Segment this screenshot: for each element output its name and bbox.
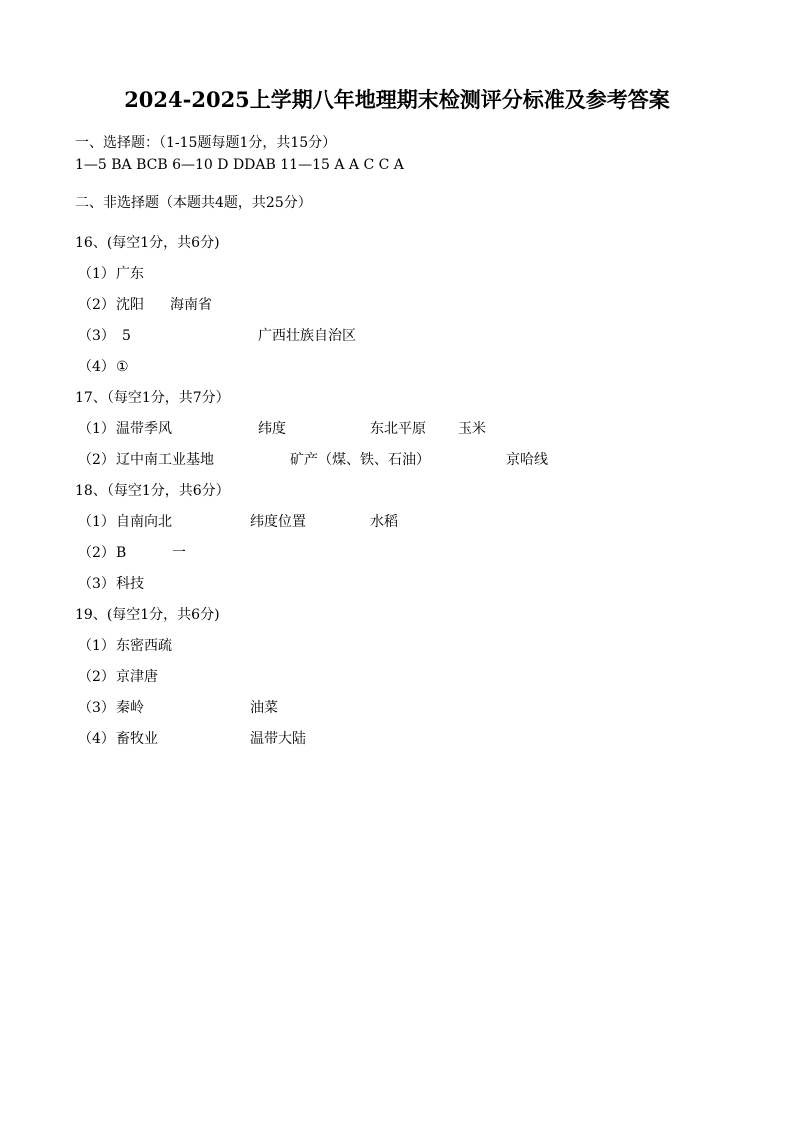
q16-line1-answer1: 广东 xyxy=(116,266,144,282)
q16-line3-answer1: 5 xyxy=(122,328,131,344)
q16-line3-answer2: 广西壮族自治区 xyxy=(258,328,356,344)
q16-line4-number: （4） xyxy=(78,359,115,375)
q18-line1-answer1: 自南向北 xyxy=(116,514,172,530)
q19-line1-answer1: 东密西疏 xyxy=(116,638,172,654)
q17-line1-number: （1） xyxy=(78,421,115,437)
q19-line3-number: （3） xyxy=(78,700,115,716)
section1-heading: 一、选择题：（1-15题每题1分，共15分） xyxy=(75,135,337,151)
q19-line1-number: （1） xyxy=(78,638,115,654)
q16-line2-answer1: 沈阳 xyxy=(116,297,144,313)
q17-line2-answer2: 矿产（煤、铁、石油） xyxy=(290,452,430,468)
q17-line1-answer1: 温带季风 xyxy=(116,421,172,437)
q19-line3-answer1: 秦岭 xyxy=(116,700,144,716)
q19-line4-answer2: 温带大陆 xyxy=(250,731,306,747)
q18-line1-number: （1） xyxy=(78,514,115,530)
q16-line2-number: （2） xyxy=(78,297,115,313)
q17-line2-answer1: 辽中南工业基地 xyxy=(116,452,214,468)
q17-line2-number: （2） xyxy=(78,452,115,468)
q16-line4-answer1: ① xyxy=(116,359,129,375)
q19-line4-number: （4） xyxy=(78,731,115,747)
q18-line2-answer2: 一 xyxy=(172,545,186,561)
q18-line1-answer3: 水稻 xyxy=(370,514,398,530)
q19-line2-answer1: 京津唐 xyxy=(116,669,158,685)
q18-line3-answer1: 科技 xyxy=(116,576,144,592)
page-title: 2024-2025上学期八年地理期末检测评分标准及参考答案 xyxy=(124,87,670,112)
q18-line3-number: （3） xyxy=(78,576,115,592)
q19-heading: 19、(每空1分，共6分) xyxy=(75,607,220,623)
q16-line1-number: （1） xyxy=(78,266,115,282)
q18-line2-answer1: B xyxy=(116,545,127,561)
q18-heading: 18、（每空1分，共6分） xyxy=(75,483,230,499)
section1-answers: 1—5 BA BCB 6—10 D DDAB 11—15 A A C C A xyxy=(75,157,404,173)
q16-line3-number: （3） xyxy=(78,328,115,344)
q17-line2-answer3: 京哈线 xyxy=(506,452,548,468)
q16-heading: 16、(每空1分，共6分) xyxy=(75,235,220,251)
q17-line1-answer2: 纬度 xyxy=(258,421,286,437)
section2-heading: 二、非选择题（本题共4题，共25分） xyxy=(75,195,312,211)
q18-line1-answer2: 纬度位置 xyxy=(250,514,306,530)
q18-line2-number: （2） xyxy=(78,545,115,561)
q16-line2-answer2: 海南省 xyxy=(170,297,212,313)
q17-line1-answer4: 玉米 xyxy=(458,421,486,437)
q19-line3-answer2: 油菜 xyxy=(250,700,278,716)
q19-line4-answer1: 畜牧业 xyxy=(116,731,158,747)
q19-line2-number: （2） xyxy=(78,669,115,685)
q17-line1-answer3: 东北平原 xyxy=(370,421,426,437)
q17-heading: 17、（每空1分，共7分） xyxy=(75,390,230,406)
